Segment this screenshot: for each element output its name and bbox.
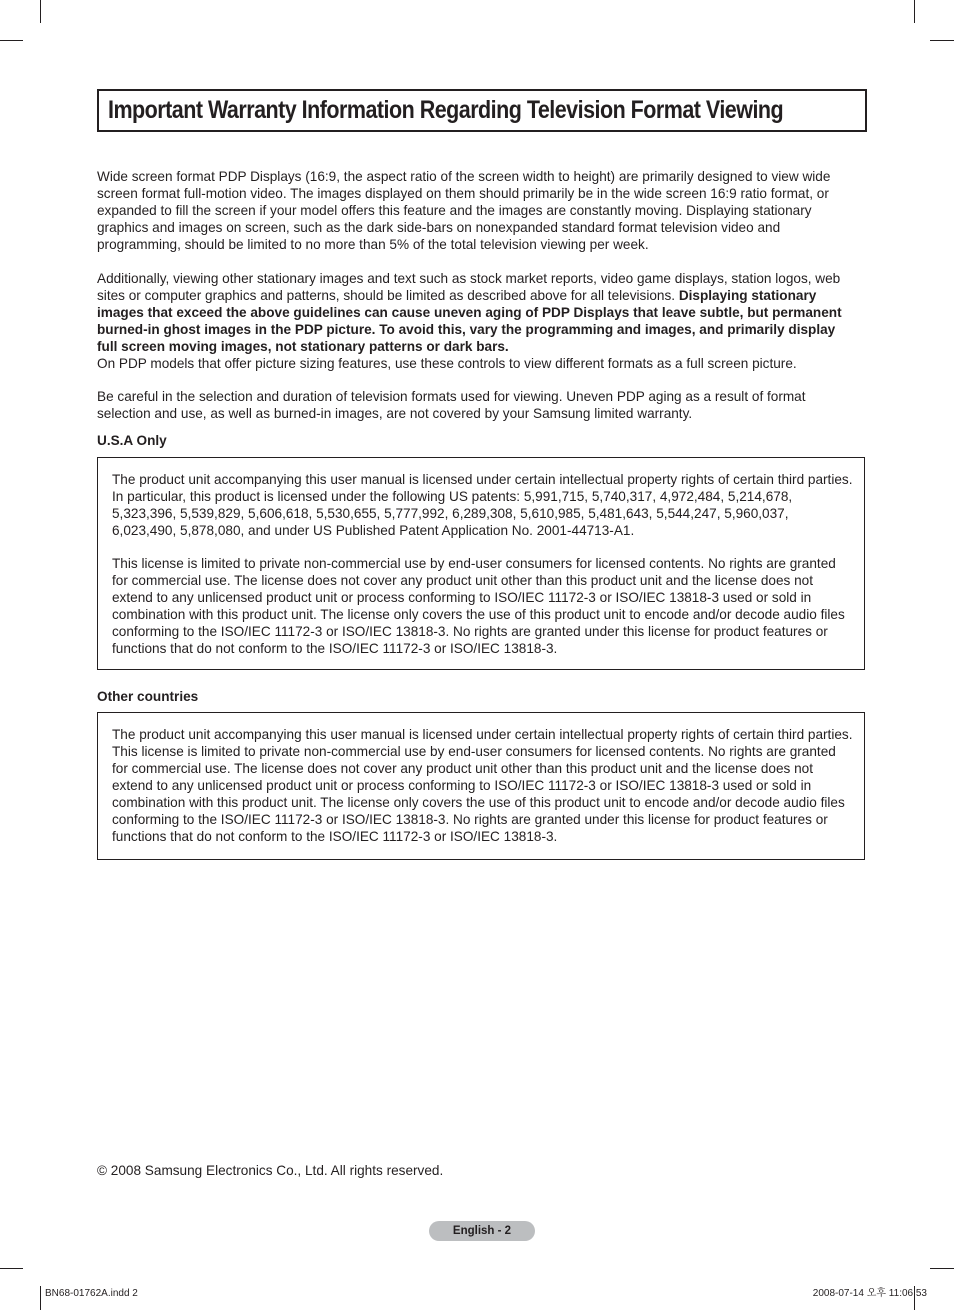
paragraph-stationary-normal: Additionally, viewing other stationary images and text such as stock market reports, video game displays, station logos, web sites or computer graphics and patterns, should be limited as described above for all televisions. (97, 271, 841, 303)
crop-mark (930, 40, 954, 41)
usa-license-patents: The product unit accompanying this user manual is licensed under certain intellectual property rights of certain third parties. In particular, this product is licensed under the following US patents: 5,991,715, 5,740,317, 4,972,484, 5,214,678, 5,323,396, 5,539,829, 5,606,618, 5,530,655, 5,777,992, 6,289,308, 5,610,985, 5,481,643, 5,544,247, 5,960,037, 6,023,490, 5,878,080, and under US Published Patent Application No. 2001-44713-A1. (112, 472, 853, 538)
paragraph-stationary-warning: Displaying stationary images that exceed the above guidelines can cause uneven aging of PDP Displays that leave subtle, but permanent burned-in ghost images in the PDP picture. To avoid this, vary the programming and images, and primarily display full screen moving images, not stationary patterns or dark bars. (97, 288, 842, 354)
print-slug-timestamp: 2008-07-14 오후 11:06:53 (812, 1288, 927, 1299)
other-countries-license-text: The product unit accompanying this user manual is licensed under certain intellectual property rights of certain third parties. This license is limited to private non-commercial use by end-user consumers for licensed contents. No rights are granted for commercial use. The license does not cover any product unit other than this product unit and the license does not extend to any unlicensed product unit or process conforming to ISO/IEC 11172-3 or ISO/IEC 13818-3 used or sold in combination with this product unit. The license only covers the use of this product unit to encode and/or decode audio files conforming to the ISO/IEC 11172-3 or ISO/IEC 13818-3. No rights are granted under this license for product features or functions that do not conform to the ISO/IEC 11172-3 or ISO/IEC 13818-3. (112, 727, 853, 844)
print-slug-file: BN68-01762A.indd 2 (45, 1288, 138, 1299)
title-box (97, 89, 867, 132)
copyright-notice: © 2008 Samsung Electronics Co., Ltd. All rights reserved. (97, 1163, 444, 1178)
page-title: Important Warranty Information Regarding Television Format Viewing (108, 96, 784, 124)
usa-license-terms: This license is limited to private non-commercial use by end-user consumers for licensed contents. No rights are granted for commercial use. The license does not cover any product unit other than this product unit and the license does not extend to any unlicensed product unit or process conforming to ISO/IEC 11172-3 or ISO/IEC 13818-3 used or sold in combination with this product unit. The license only covers the use of this product unit to encode and/or decode audio files conforming to the ISO/IEC 11172-3 or ISO/IEC 13818-3. No rights are granted under this license for product features or functions that do not conform to the ISO/IEC 11172-3 or ISO/IEC 13818-3. (112, 556, 845, 656)
usa-license-box (97, 457, 865, 670)
paragraph-warranty-note: Be careful in the selection and duration of television formats used for viewing. Uneven PDP aging as a result of format selection and use, as well as burned-in images, are not covered by your Samsung limited warranty. (97, 389, 806, 421)
crop-mark (0, 40, 23, 41)
page-number-badge: English - 2 (429, 1221, 535, 1241)
paragraph-stationary-images (97, 270, 855, 355)
paragraph-widescreen: Wide screen format PDP Displays (16:9, the aspect ratio of the screen width to height) are primarily designed to view wide screen format full-motion video. The images displayed on them should primarily be in the wide screen 16:9 ratio format, or expanded to fill the screen if your model offers this feature and the images are constantly moving. Displaying stationary graphics and images on screen, such as the dark side-bars on nonexpanded standard format television video and programming, should be limited to no more than 5% of the total television viewing per week. (97, 169, 831, 252)
usa-heading: U.S.A Only (97, 433, 167, 448)
crop-mark (914, 0, 915, 23)
other-countries-heading: Other countries (97, 689, 199, 704)
paragraph-picture-sizing: On PDP models that offer picture sizing features, use these controls to view different formats as a full screen picture. (97, 356, 797, 371)
crop-mark (40, 0, 41, 23)
crop-mark (930, 1268, 954, 1269)
crop-mark (0, 1268, 23, 1269)
crop-mark (40, 1286, 41, 1310)
other-countries-license-box (97, 712, 865, 860)
